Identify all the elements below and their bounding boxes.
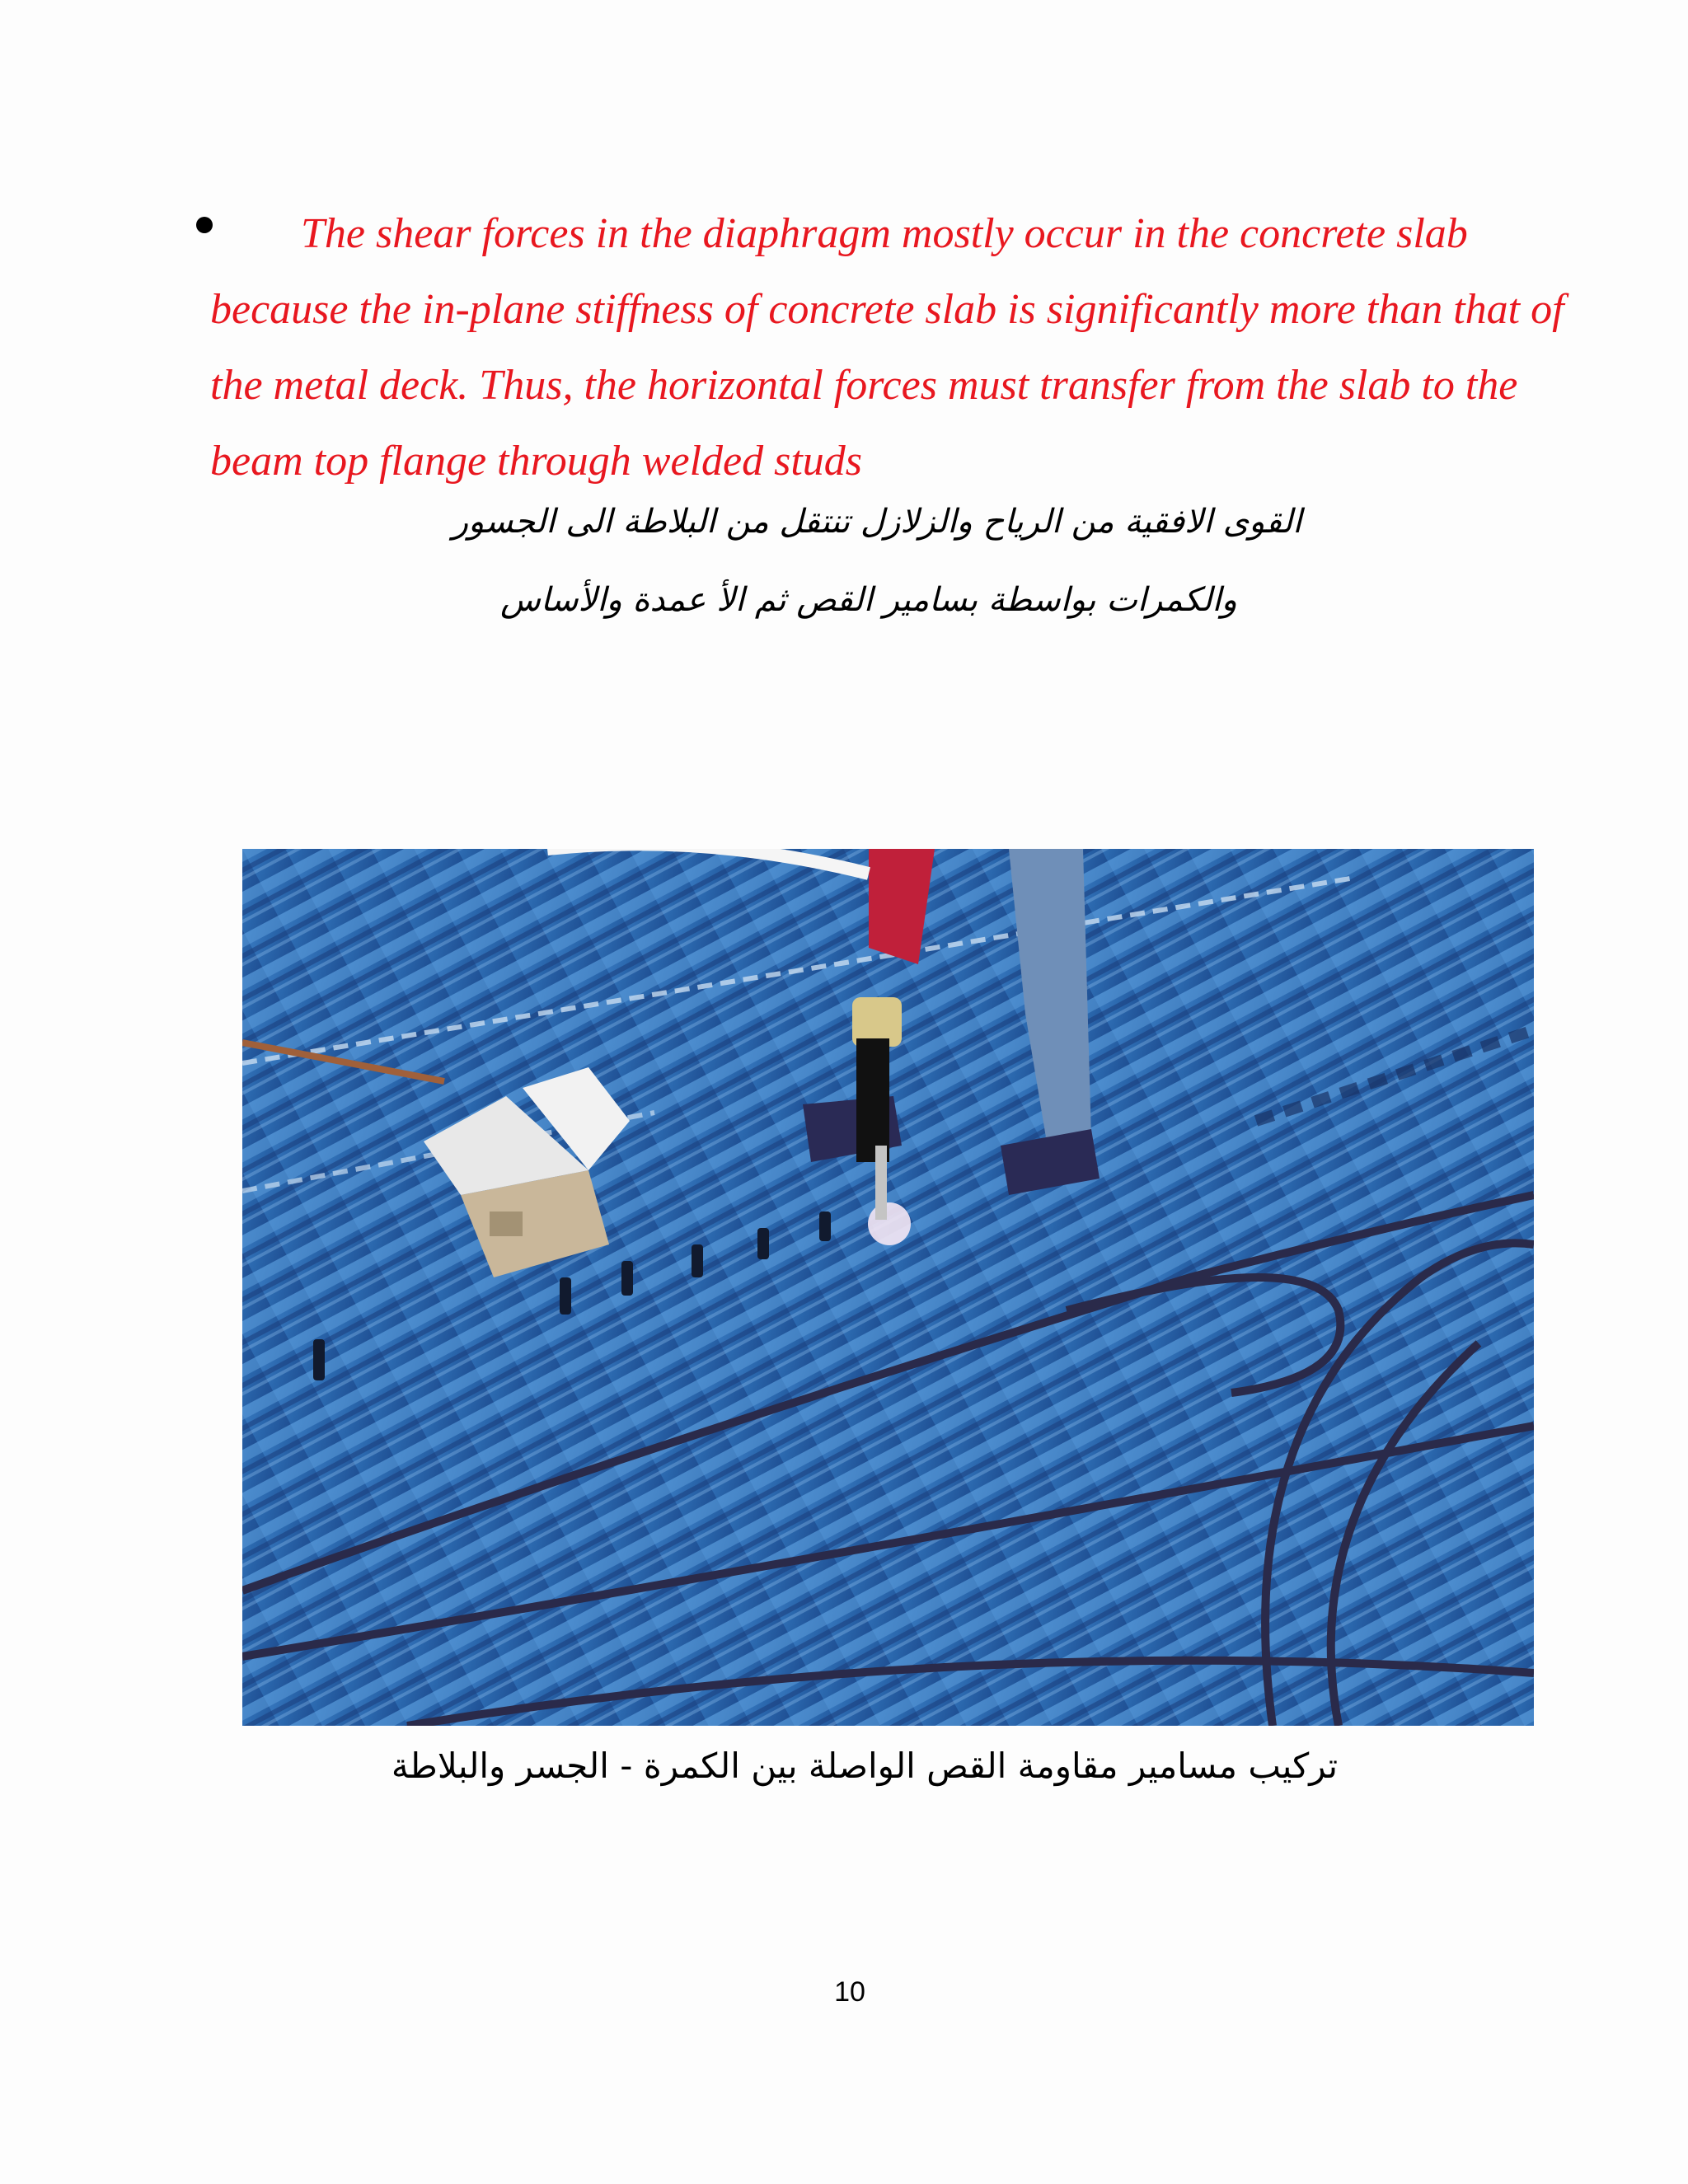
metal-deck-illustration (242, 849, 1534, 1726)
paragraph-text: The shear forces in the diaphragm mostly occur in the concrete slab because the in-plane stiffness of concrete slab is significantly more than that of the metal deck. Thus, the horizontal forces must transfer from the slab to the beam top flange through welded studs (210, 210, 1564, 485)
stud-welding-photo (242, 849, 1534, 1726)
arabic-line-2: والكمرات بواسطة بسامير القص ثم الأ عمدة والأساس (500, 581, 1237, 619)
figure-caption: تركيب مسامير مقاومة القص الواصلة بين الكمرة - الجسر والبلاطة (391, 1746, 1339, 1786)
arabic-line-1: القوى الافقية من الرياح والزلازل تنتقل من البلاطة الى الجسور (452, 503, 1302, 541)
page-number: 10 (834, 1976, 865, 2008)
shear-forces-paragraph (210, 196, 1578, 499)
